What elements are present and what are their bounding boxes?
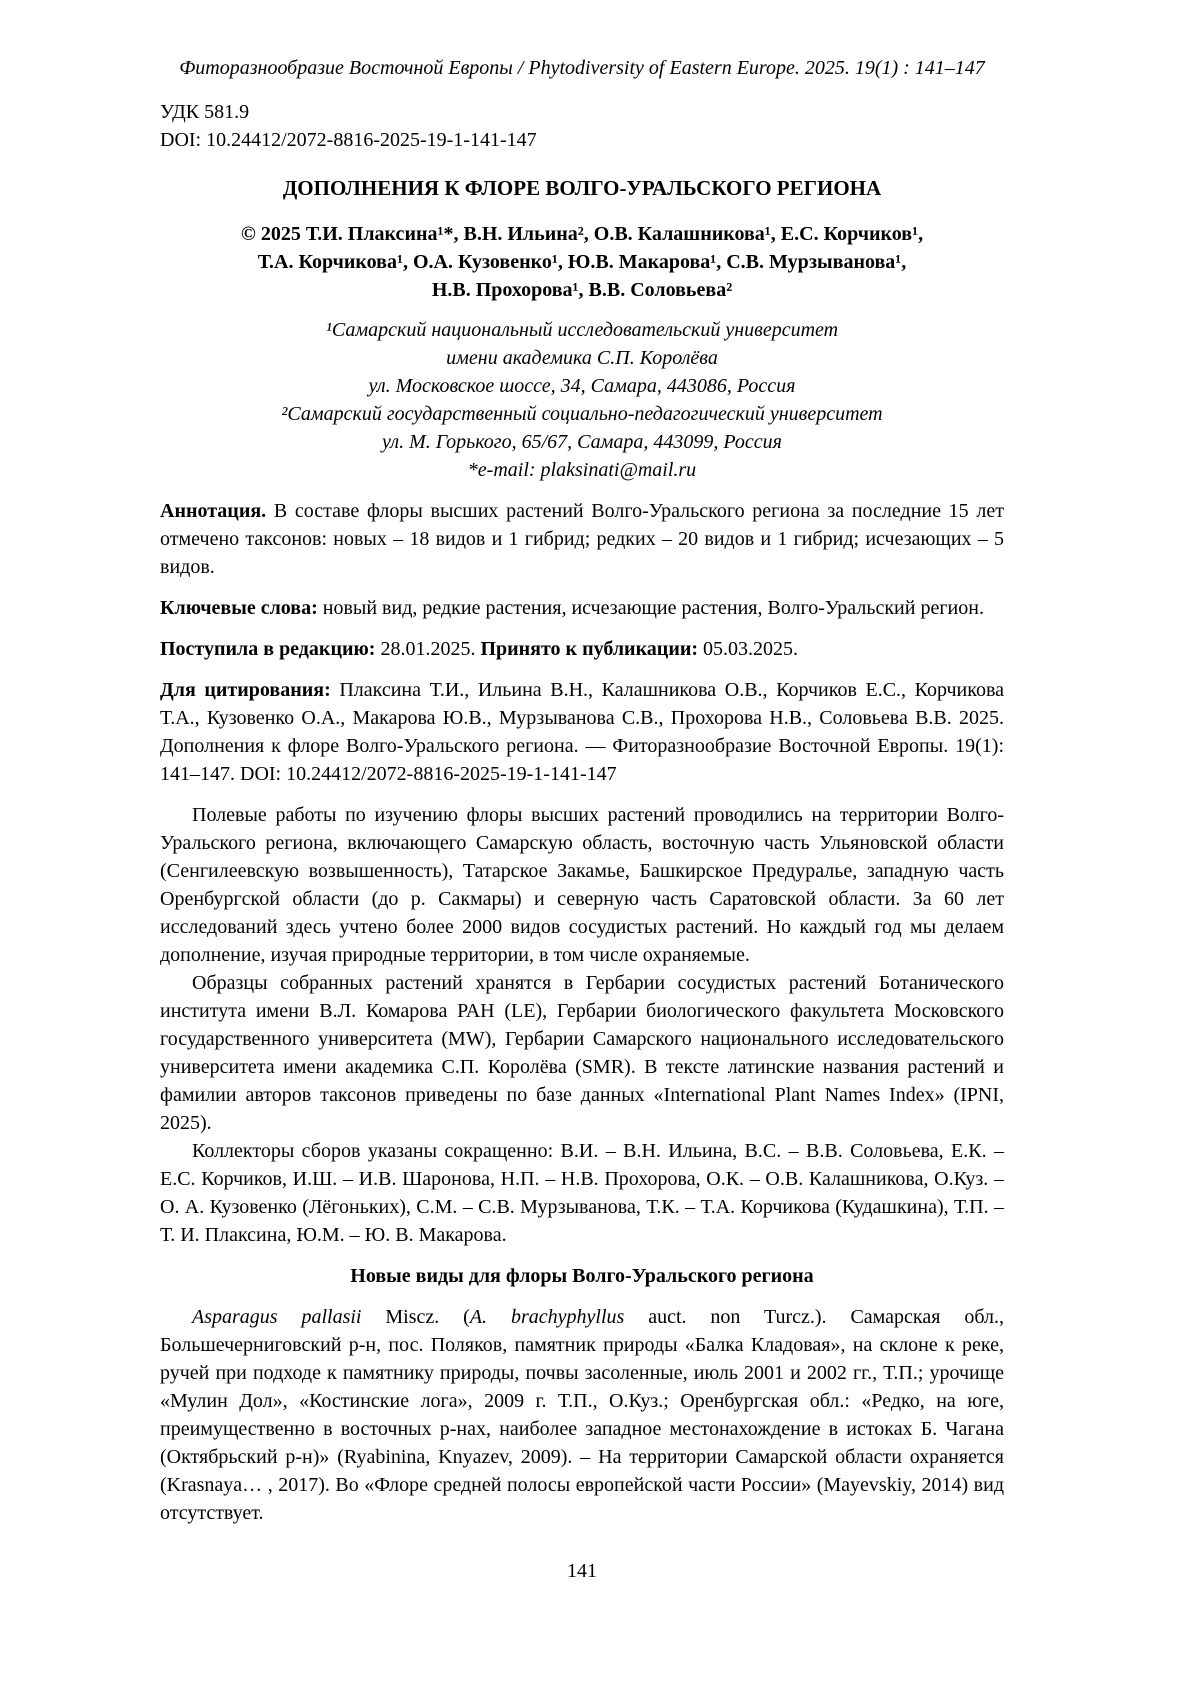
species-text-1: Miscz. (: [361, 1306, 470, 1328]
authors-line-2: Т.А. Корчикова¹, О.А. Кузовенко¹, Ю.В. Макарова¹, С.В. Мурзыванова¹,: [257, 251, 907, 273]
body-text: [160, 801, 1004, 1249]
body-paragraph-3: Коллекторы сборов указаны сокращенно: В.И. – В.Н. Ильина, В.С. – В.В. Соловьева, Е.К. – Е.С. Корчиков, И.Ш. – И.В. Шаронова, Н.П. – Н.В. Прохорова, О.К. – О.В. Калашникова, О.Куз. – О. А. Кузовенко (Лёгоньких), С.М. – С.В. Мурзыванова, Т.К. – Т.А. Корчикова (Кудашкина), Т.П. – Т. И. Плаксина, Ю.М. – Ю. В. Макарова.: [160, 1140, 1004, 1246]
keywords-text: новый вид, редкие растения, исчезающие растения, Волго-Уральский регион.: [317, 597, 984, 619]
affiliation-address-2: ул. М. Горького, 65/67, Самара, 443099, Россия: [382, 431, 782, 453]
affiliations-block: [160, 316, 1004, 484]
species-paragraph: [160, 1303, 1004, 1527]
body-paragraph-1: Полевые работы по изучению флоры высших растений проводились на территории Волго-Уральского региона, включающего Самарскую область, восточную часть Ульяновской области (Сенгилеевскую возвышенность), Татарское Закамье, Башкирское Предуралье, западную часть Оренбургской области (до р. Сакмары) и северную часть Саратовской области. За 60 лет исследований здесь учтено более 2000 видов сосудистых растений. Но каждый год мы делаем дополнение, изучая природные территории, в том числе охраняемые.: [160, 804, 1004, 966]
accepted-date: 05.03.2025.: [698, 638, 799, 660]
keywords-label: Ключевые слова:: [160, 597, 318, 619]
running-head: Фиторазнообразие Восточной Европы / Phytodiversity of Eastern Europe. 2025. 19(1) : 141–147: [179, 57, 985, 79]
species-synonym-italic: A. brachyphyllus: [469, 1306, 625, 1328]
abstract-text: В составе флоры высших растений Волго-Уральского региона за последние 15 лет отмечено таксонов: новых – 18 видов и 1 гибрид; редких – 20 видов и 1 гибрид; исчезающих – 5 видов.: [160, 500, 1004, 578]
citation-label: Для цитирования:: [160, 679, 331, 701]
species-name-italic: Asparagus pallasii: [192, 1306, 362, 1328]
affiliation-line-1: ¹Самарский национальный исследовательский университет: [325, 319, 839, 341]
affiliation-address-1: ул. Московское шоссе, 34, Самара, 443086, Россия: [368, 375, 796, 397]
citation-paragraph: [160, 676, 1004, 788]
meta-block: [160, 98, 1004, 154]
authors-line-3: Н.В. Прохорова¹, В.В. Соловьева²: [431, 279, 733, 301]
keywords-paragraph: [160, 594, 1004, 622]
doi-line: DOI: 10.24412/2072-8816-2025-19-1-141-147: [160, 129, 537, 151]
authors-block: [160, 220, 1004, 304]
abstract-paragraph: [160, 497, 1004, 581]
received-label: Поступила в редакцию:: [160, 638, 376, 660]
authors-line-1: © 2025 Т.И. Плаксина¹*, В.Н. Ильина², О.В. Калашникова¹, Е.С. Корчиков¹,: [240, 223, 924, 245]
article-title: ДОПОЛНЕНИЯ К ФЛОРЕ ВОЛГО-УРАЛЬСКОГО РЕГИОНА: [282, 176, 882, 200]
affiliation-line-3: ²Самарский государственный социально-педагогический университет: [281, 403, 883, 425]
accepted-label: Принято к публикации:: [480, 638, 699, 660]
received-date: 28.01.2025.: [375, 638, 481, 660]
section-heading: Новые виды для флоры Волго-Уральского региона: [350, 1265, 814, 1287]
abstract-label: Аннотация.: [160, 500, 267, 522]
udc-line: УДК 581.9: [160, 101, 250, 123]
affiliation-line-2: имени академика С.П. Королёва: [446, 347, 718, 369]
dates-paragraph: [160, 635, 1004, 663]
body-paragraph-2: Образцы собранных растений хранятся в Гербарии сосудистых растений Ботанического института имени В.Л. Комарова РАН (LE), Гербарии биологического факультета Московского государственного университета (MW), Гербарии Самарского национального исследовательского университета имени академика С.П. Королёва (SMR). В тексте латинские названия растений и фамилии авторов таксонов приведены по базе данных «International Plant Names Index» (IPNI, 2025).: [160, 972, 1004, 1134]
citation-text: Плаксина Т.И., Ильина В.Н., Калашникова О.В., Корчиков Е.С., Корчикова Т.А., Кузовенко О.А., Макарова Ю.В., Мурзыванова С.В., Прохорова Н.В., Соловьева В.В. 2025. Дополнения к флоре Волго-Уральского региона. — Фиторазнообразие Восточной Европы. 19(1): 141–147. DOI: 10.24412/2072-8816-2025-19-1-141-147: [160, 679, 1004, 785]
species-text-2: auct. non Turcz.). Самарская обл., Большечерниговский р-н, пос. Поляков, памятник природы «Балка Кладовая», на склоне к реке, ручей при подходе к памятнику природы, почвы засоленные, июль 2001 и 2002 гг., Т.П.; урочище «Мулин Дол», «Костинские лога», 2009 г. Т.П., О.Куз.; Оренбургская обл.: «Редко, на юге, преимущественно в восточных р-нах, наиболее западное местонахождение в истоках Б. Чагана (Октябрьский р-н)» (Ryabinina, Knyazev, 2009). – На территории Самарской области охраняется (Krasnaya… , 2017). Во «Флоре средней полосы европейской части России» (Mayevskiy, 2014) вид отсутствует.: [160, 1306, 1004, 1524]
email-line: *e-mail: plaksinati@mail.ru: [467, 459, 697, 481]
page-number: 141: [567, 1560, 597, 1582]
